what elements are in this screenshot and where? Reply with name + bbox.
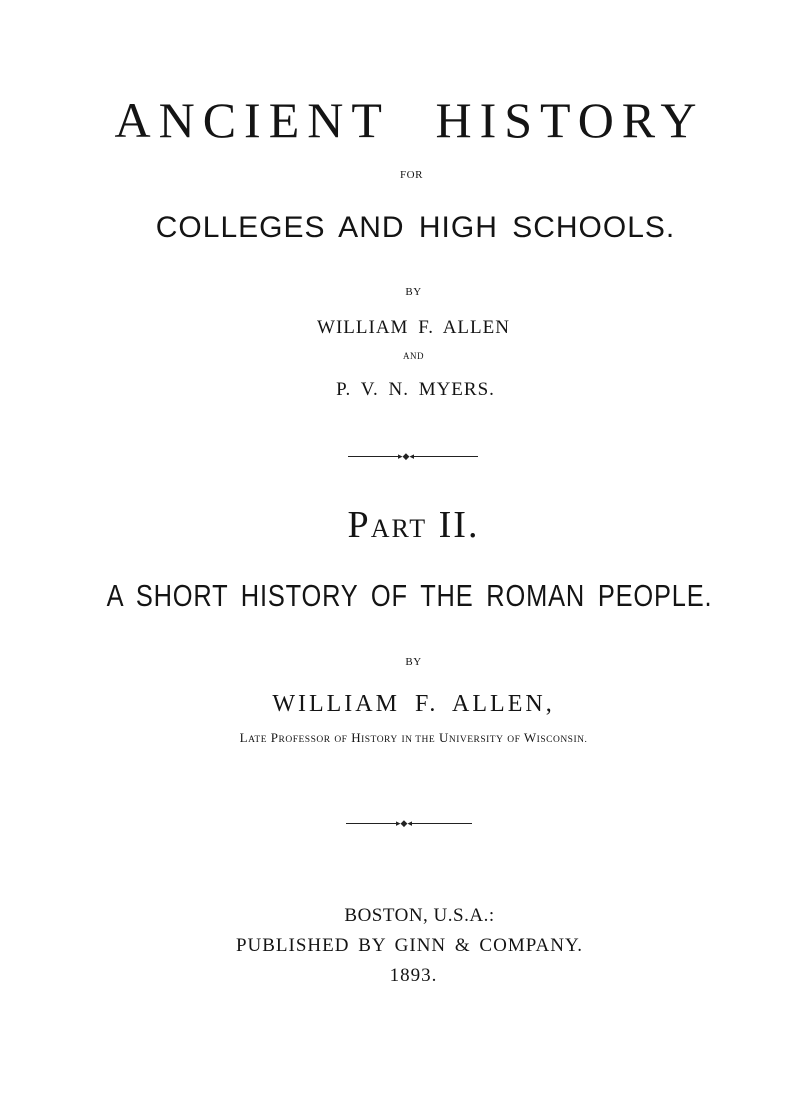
for-label: FOR [400, 169, 423, 181]
affil-initial: H [351, 730, 362, 745]
affil-initial: L [239, 730, 249, 745]
by-label-part-ii: BY [405, 656, 422, 668]
author-myers: P. V. N. MYERS. [336, 379, 495, 400]
imprint-publisher: PUBLISHED BY GINN & COMPANY. [235, 935, 584, 956]
affil-rest: ATE [248, 735, 268, 745]
imprint-place: BOSTON, U.S.A.: [344, 905, 495, 926]
ornament-glyph: ▸◆◂ [398, 451, 414, 461]
affil-rest: ISCONSIN. [536, 735, 588, 745]
audience-line: COLLEGES AND HIGH SCHOOLS. [155, 211, 676, 244]
affil-initial: U [438, 730, 449, 745]
author-affiliation [12, 731, 803, 746]
part-heading [12, 506, 803, 544]
affil-rest: ISTORY [361, 735, 398, 745]
and-label: AND [403, 351, 424, 361]
affil-initial: W [523, 730, 537, 745]
affil-initial: P [270, 730, 279, 745]
affil-word: OF [507, 735, 521, 745]
author-part-ii: WILLIAM F. ALLEN, [272, 691, 555, 717]
affil-word: IN THE [401, 735, 436, 745]
part-word-rest: ART [370, 514, 428, 543]
main-title: ANCIENT HISTORY [114, 92, 705, 148]
affil-word: OF [334, 735, 348, 745]
affil-rest: ROFESSOR [278, 735, 331, 745]
by-label: BY [405, 286, 422, 298]
part-word-initial: P [347, 504, 371, 546]
author-allen: WILLIAM F. ALLEN [317, 317, 510, 338]
imprint-year: 1893. [389, 965, 438, 986]
ornament-glyph: ▸◆◂ [396, 818, 412, 828]
affil-rest: NIVERSITY [448, 735, 504, 745]
subtitle: A SHORT HISTORY OF THE ROMAN PEOPLE. [106, 578, 713, 613]
part-number: II. [438, 504, 480, 546]
